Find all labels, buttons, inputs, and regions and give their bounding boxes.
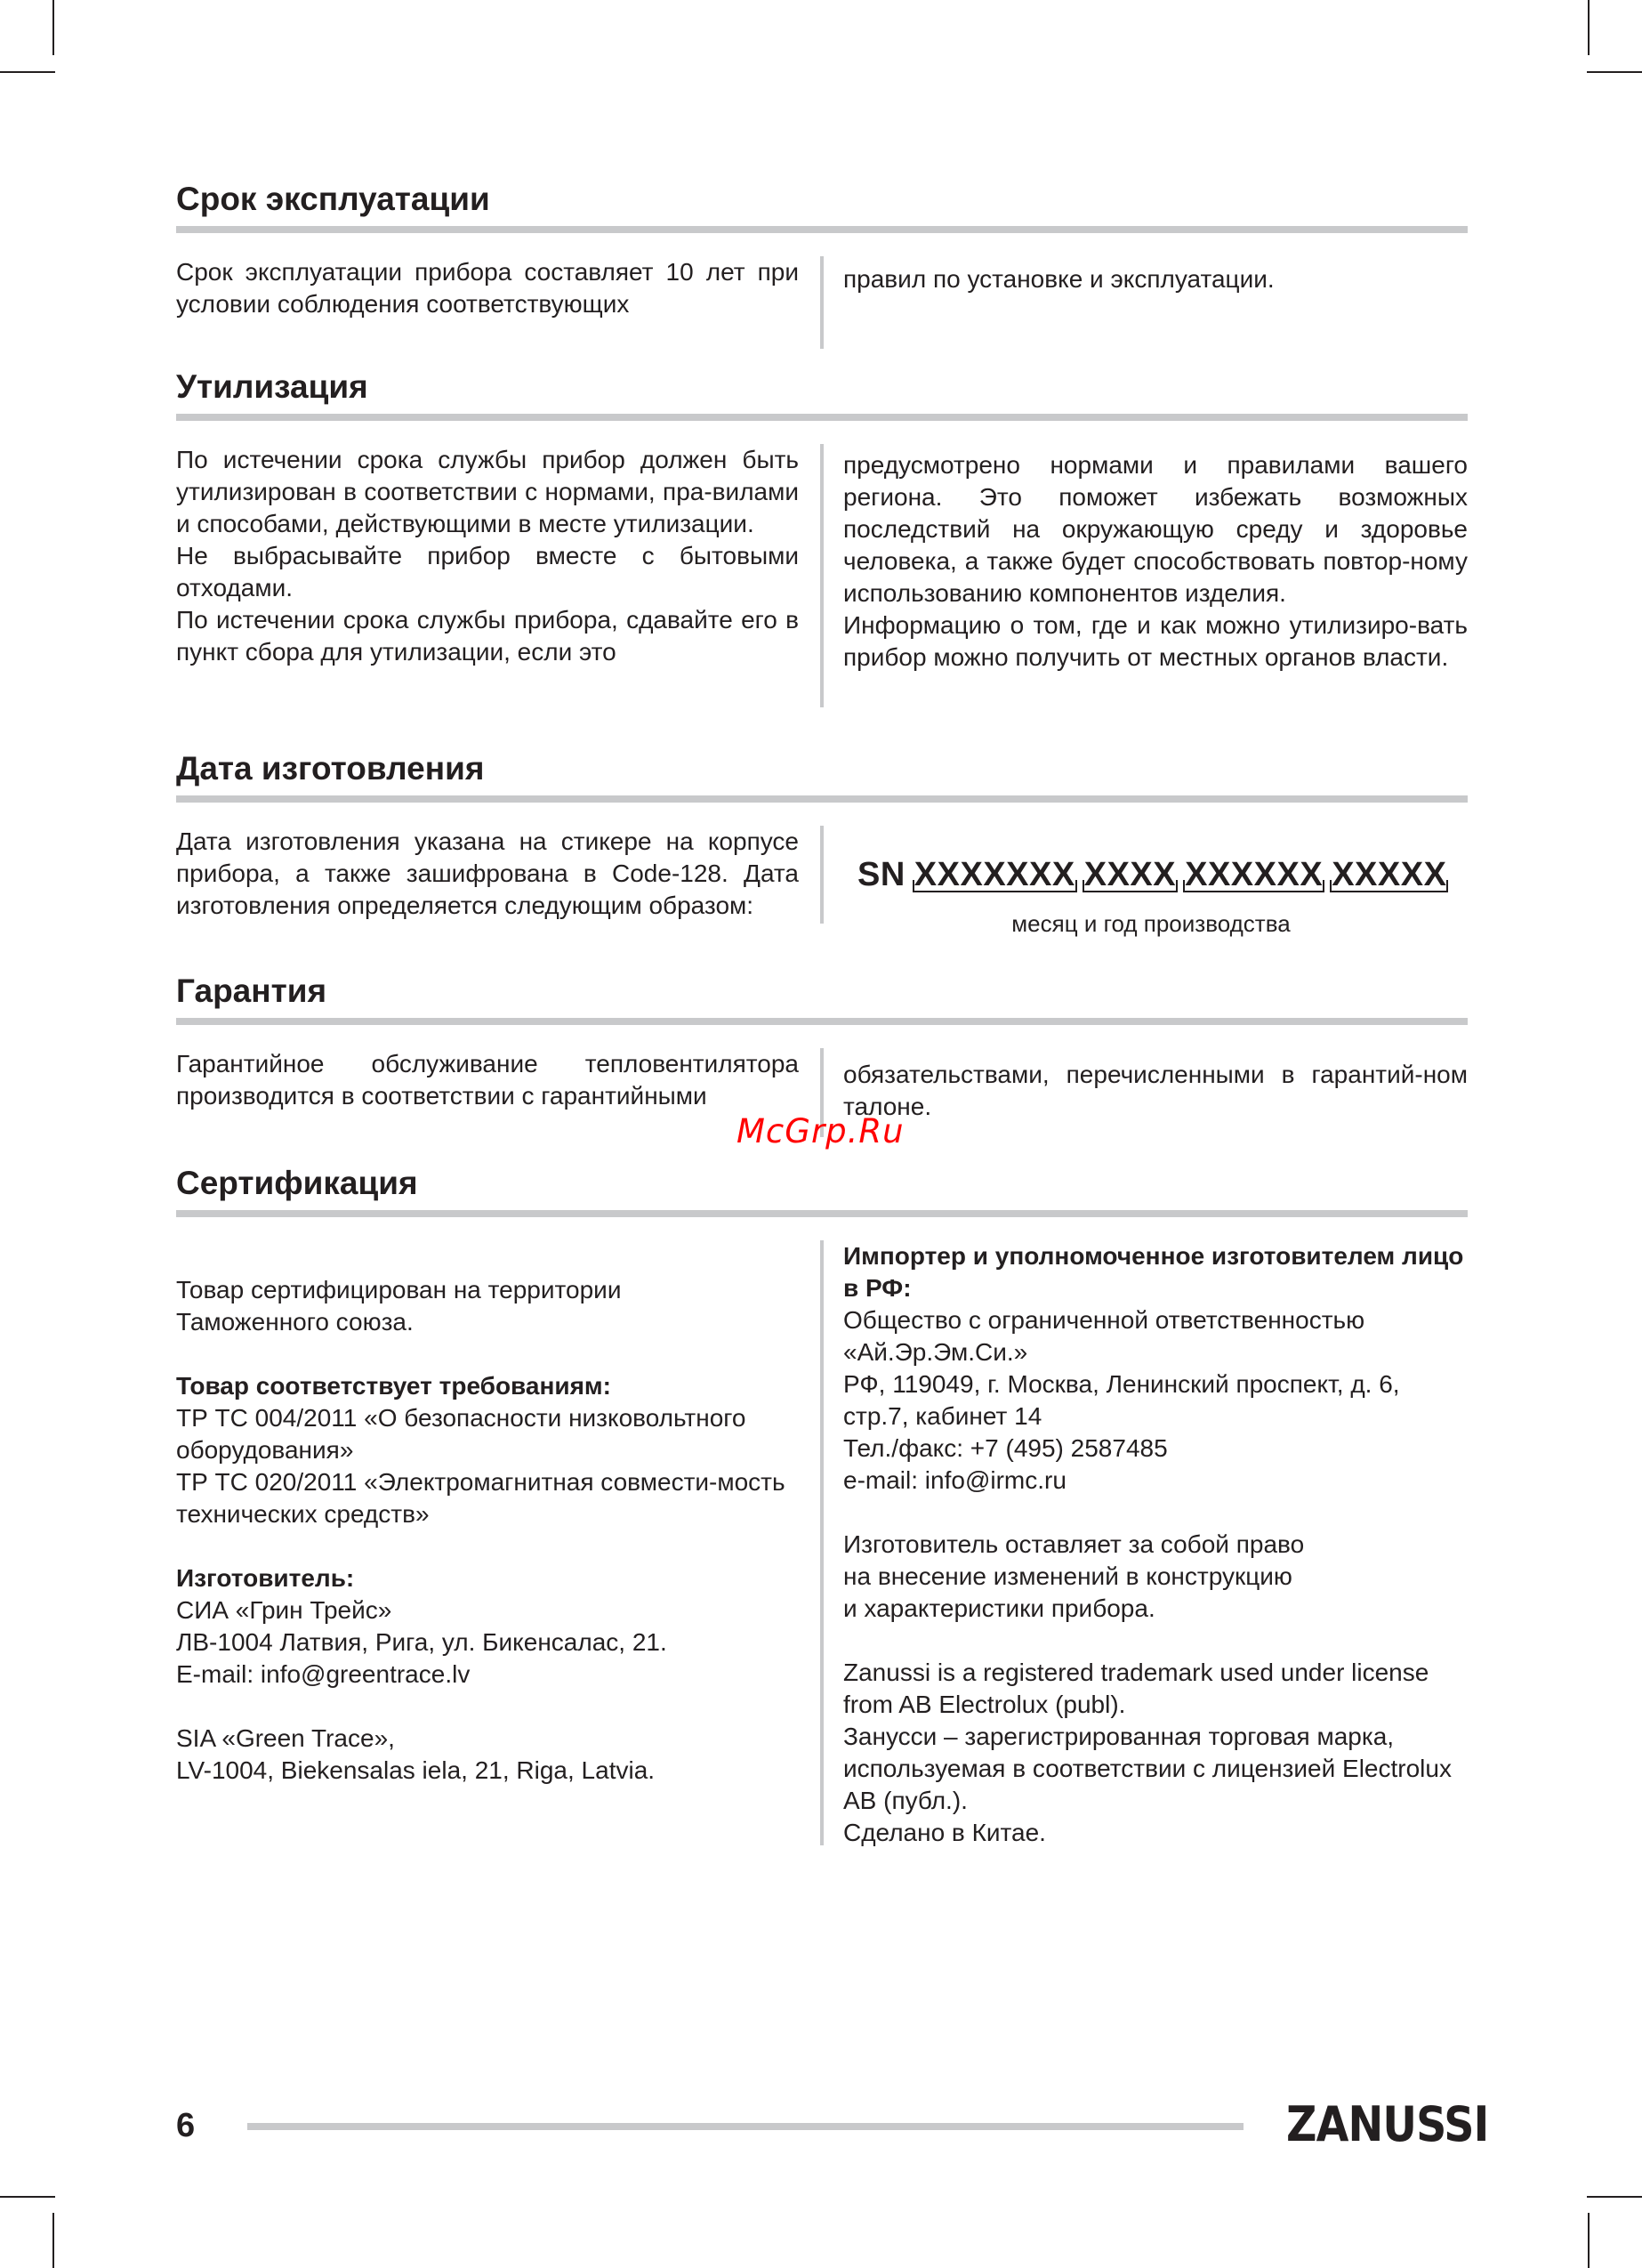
column-divider xyxy=(820,256,824,349)
text-line: E-mail: info@greentrace.lv xyxy=(176,1660,471,1688)
sn-prefix: SN xyxy=(857,856,906,893)
text-line: Товар сертифицирован на территории xyxy=(176,1276,622,1303)
paragraph: Гарантийное обслуживание тепловентилятора производится в соответствии с гарантийными xyxy=(176,1050,799,1110)
crop-mark xyxy=(0,71,55,73)
page-number: 6 xyxy=(176,2107,196,2144)
section-rule xyxy=(176,414,1468,421)
crop-mark xyxy=(1588,0,1590,55)
text-line: СИА «Грин Трейс» xyxy=(176,1596,392,1624)
paragraph: обязательствами, перечисленными в гарантий-ном талоне. xyxy=(843,1061,1468,1120)
section-rule xyxy=(176,1210,1468,1217)
serial-number xyxy=(857,856,1480,894)
importer-heading: Импортер и уполномоченное изготовителем лицо в РФ: xyxy=(843,1242,1464,1302)
paragraph: предусмотрено нормами и правилами вашего региона. Это поможет избежать возможных последствий на окружающую среду и здоровье человека, а также будет способствовать повтор-ному использованию компонентов изделия. xyxy=(843,451,1468,607)
text-line: РФ, 119049, г. Москва, Ленинский проспект, д. 6, стр.7, кабинет 14 xyxy=(843,1370,1400,1430)
text-line: и характеристики прибора. xyxy=(843,1594,1155,1622)
footer-rule xyxy=(247,2123,1244,2130)
section-title: Дата изготовления xyxy=(176,750,485,787)
section-disposal xyxy=(176,367,1468,707)
section-title: Утилизация xyxy=(176,368,368,405)
crop-mark xyxy=(52,2213,54,2268)
crop-mark xyxy=(1587,2196,1642,2198)
section-title: Гарантия xyxy=(176,973,327,1009)
crop-mark xyxy=(1588,2213,1590,2268)
serial-number-format xyxy=(857,856,1480,938)
sn-group: XXXXXX xyxy=(1185,856,1324,893)
text-line: на внесение изменений в конструкцию xyxy=(843,1562,1292,1590)
text-line: ЛВ-1004 Латвия, Рига, ул. Бикенсалас, 21. xyxy=(176,1628,667,1656)
text-line: LV-1004, Biekensalas iela, 21, Riga, Latvia. xyxy=(176,1756,656,1784)
text-line: SIA «Green Trace», xyxy=(176,1724,395,1752)
paragraph: Не выбрасывайте прибор вместе с бытовыми отходами. xyxy=(176,542,799,601)
sn-group: XXXXX xyxy=(1332,856,1447,893)
column-divider xyxy=(820,444,824,707)
text-line: Zanussi is a registered trademark used under license from AB Electrolux (publ). xyxy=(843,1659,1429,1718)
section-title: Срок эксплуатации xyxy=(176,181,490,217)
column-divider xyxy=(820,826,824,924)
text-line: Таможенного союза. xyxy=(176,1308,414,1336)
text-line: Изготовитель оставляет за собой право xyxy=(843,1530,1305,1558)
text-line: Занусси – зарегистрированная торговая марка, используемая в соответствии с лицензией Electrolux AB (публ.). xyxy=(843,1723,1452,1814)
paragraph: Срок эксплуатации прибора составляет 10 лет при условии соблюдения соответствующих xyxy=(176,258,799,318)
manufacturer-heading: Изготовитель: xyxy=(176,1564,355,1592)
text-line: Тел./факс: +7 (495) 2587485 xyxy=(843,1434,1168,1462)
sn-group: XXXX xyxy=(1083,856,1177,893)
crop-mark xyxy=(52,0,54,55)
section-rule xyxy=(176,226,1468,233)
sn-caption: месяц и год производства xyxy=(1011,910,1291,937)
text-line: e-mail: info@irmc.ru xyxy=(843,1466,1066,1494)
paragraph: Информацию о том, где и как можно утилизиро-вать прибор можно получить от местных органов власти. xyxy=(843,611,1468,671)
paragraph: По истечении срока службы прибор должен быть утилизирован в соответствии с нормами, пра-вилами и способами, действующими в месте утилизации. xyxy=(176,446,799,537)
section-service-life xyxy=(176,180,1468,349)
paragraph: правил по установке и эксплуатации. xyxy=(843,265,1275,293)
sn-group: XXXXXXX xyxy=(914,856,1075,893)
requirements-heading: Товар соответствует требованиям: xyxy=(176,1372,611,1400)
text-line: Сделано в Китае. xyxy=(843,1819,1046,1846)
text-line: Общество с ограниченной ответственностью «Ай.Эр.Эм.Си.» xyxy=(843,1306,1365,1366)
section-rule xyxy=(176,1018,1468,1025)
crop-mark xyxy=(0,2196,55,2198)
section-title: Сертификация xyxy=(176,1165,418,1201)
paragraph: Дата изготовления указана на стикере на корпусе прибора, а также зашифрована в Code-128. Дата изготовления определяется следующим образом: xyxy=(176,827,799,919)
requirement-item: ТР ТС 004/2011 «О безопасности низковольтного оборудования» xyxy=(176,1404,746,1464)
brand-logo: ZANUSSI xyxy=(1286,2096,1489,2152)
column-divider xyxy=(820,1240,824,1845)
section-certification xyxy=(176,1164,1468,1845)
paragraph: По истечении срока службы прибора, сдавайте его в пункт сбора для утилизации, если это xyxy=(176,606,799,666)
watermark: McGrp.Ru xyxy=(736,1112,905,1150)
requirement-item: ТР ТС 020/2011 «Электромагнитная совмести-мость технических средств» xyxy=(176,1468,785,1528)
crop-mark xyxy=(1587,71,1642,73)
section-rule xyxy=(176,795,1468,803)
